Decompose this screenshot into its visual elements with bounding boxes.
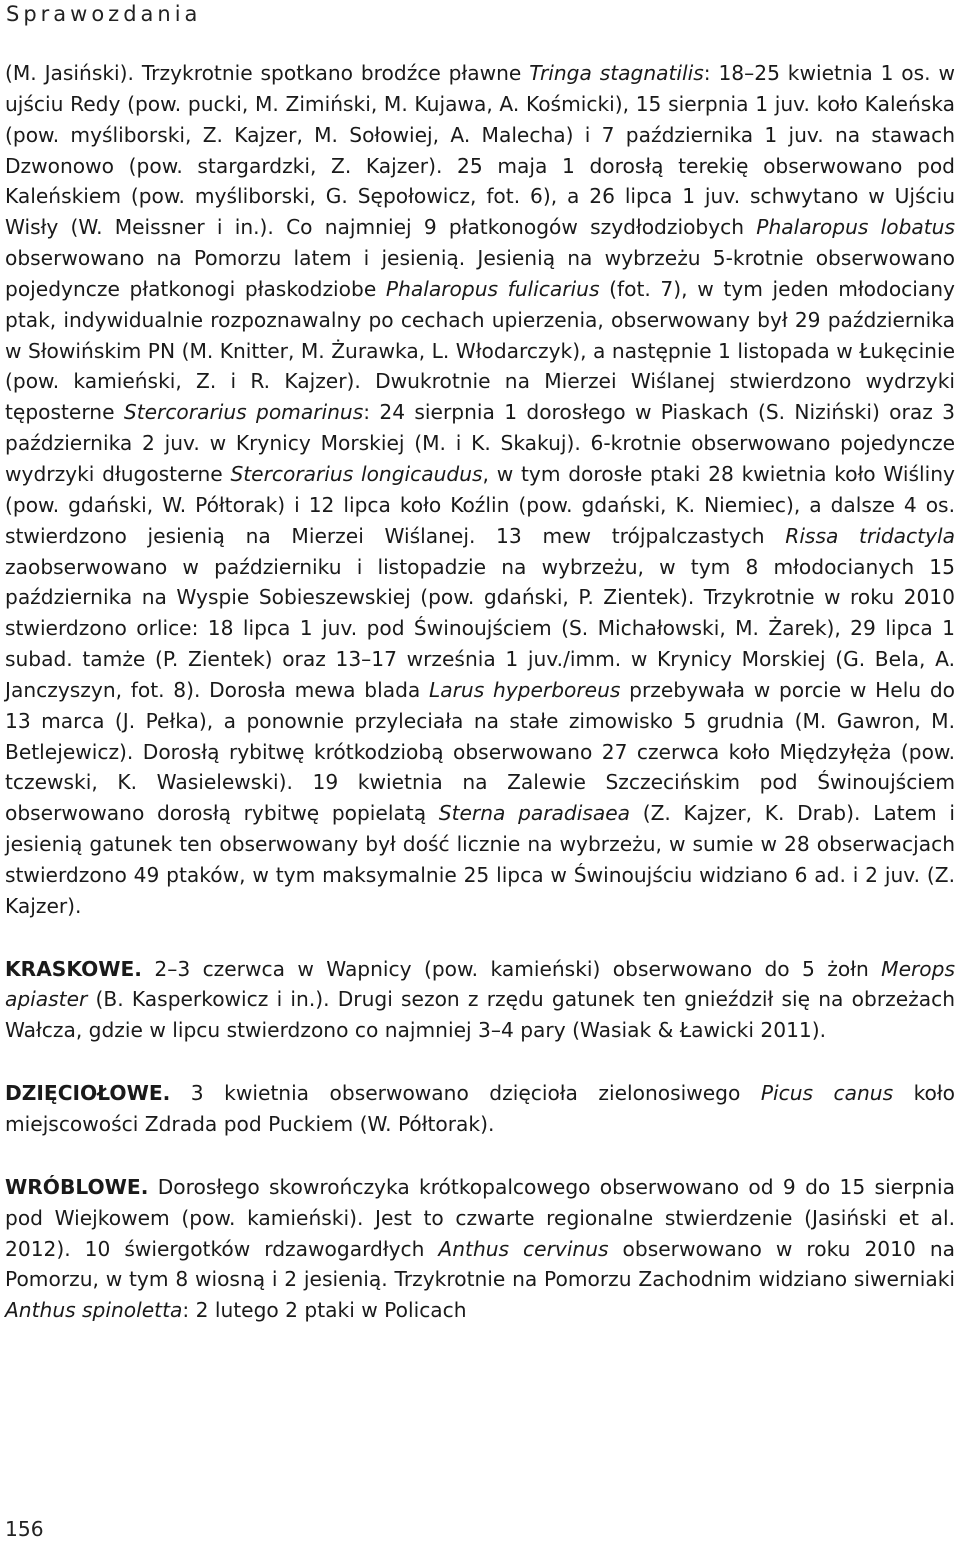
text-run: , w tym dorosłe ptaki 28 kwietnia koło Wiśliny (pow. gdański, W. Półtorak) i 12 lipca koło Koźlin (pow. gdański, K. Niemiec), a dalsze 4 os. stwierdzono jesienią na Mierzei Wiślanej. 13 mew trójpalczastych (5, 461, 956, 548)
text-run: koło miejscowości Zdrada pod Puckiem (W. Półtorak). (5, 1081, 956, 1136)
text-run: (M. Jasiński). Trzykrotnie spotkano brodźce pławne (5, 61, 530, 85)
text-run: (B. Kasperkowicz i in.). Drugi sezon z rzędu gatunek ten gnieździł się na obrzeżach Wałcza, gdzie w lipcu stwierdzono co najmniej 3–4 pary (Wasiak & Ławicki 2011). (5, 987, 955, 1043)
text-run: obserwowano na Pomorzu latem i jesienią. Jesienią na wybrzeżu 5-krotnie obserwowano pojedyncze płatkonogi płaskodziobe (5, 246, 955, 301)
species-name: Tringa stagnatilis (529, 61, 704, 85)
text-run: przebywała w porcie w Helu do 13 marca (J. Pełka), a ponownie przyleciała na stałe zimowisko 5 grudnia (M. Gawron, M. Betlejewicz). Dorosłą rybitwę krótkodziobą obserwowano 27 czerwca koło Międzyłęża (pow. tczewski, K. Wasielewski). 19 kwietnia na Zalewie Szczecińskim pod Świnoujściem obserwowano dorosłą rybitwę popielatą (5, 677, 955, 826)
text-run: : 18–25 kwietnia 1 os. w ujściu Redy (pow. pucki, M. Zimiński, M. Kujawa, A. Kośmicki), 15 sierpnia 1 juv. koło Kaleńska (pow. myśliborski, Z. Kajzer, M. Sołowiej, A. Malecha) i 7 października 1 juv. na stawach Dzwonowo (pow. stargardzki, Z. Kajzer). 25 maja 1 dorosłą terekię obserwowano pod Kaleńskiem (pow. myśliborski, G. Sępołowicz, fot. 6), a 26 lipca 1 juv. schwytano w Ujściu Wisły (W. Meissner i in.). Co najmniej 9 płatkonogów szydłodziobych (5, 61, 955, 240)
text-run: (Z. Kajzer, K. Drab). Latem i jesienią gatunek ten obserwowany był dość licznie na wybrzeżu, w sumie w 28 obserwacjach stwierdzono 49 ptaków, w tym maksymalnie 25 lipca w Świnoujściu widziano 6 ad. i 2 juv. (Z. Kajzer). (5, 801, 955, 918)
species-name: Picus canus (760, 1081, 894, 1106)
paragraph-dzieciolowe (5, 1078, 955, 1140)
text-run: (fot. 7), w tym jeden młodociany ptak, indywidualnie rozpoznawalny po cechach upierzenia, obserwowany był 29 października w Słowińskim PN (M. Knitter, M. Żurawka, L. Włodarczyk), a następnie 1 listopada w Łukęcinie (pow. kamieński, Z. i R. Kajzer). Dwukrotnie na Mierzei Wiślanej stwierdzono wydrzyki tęposterne (5, 276, 955, 425)
running-header: Sprawozdania (6, 2, 202, 26)
text-run: 2–3 czerwca w Wapnicy (pow. kamieński) obserwowano do 5 żołn (141, 956, 882, 981)
species-name: Anthus spinoletta (5, 1298, 183, 1323)
species-name: Stercorarius longicaudus (230, 461, 483, 486)
section-heading: DZIĘCIOŁOWE. (5, 1081, 171, 1106)
species-name: Merops apiaster (5, 956, 955, 1012)
text-run: : 24 sierpnia 1 dorosłego w Piaskach (S. Niziński) oraz 3 października 2 juv. w Krynicy Morskiej (M. i K. Skakuj). 6-krotnie obserwowano pojedyncze wydrzyki długosterne (5, 400, 955, 486)
section-heading: WRÓBLOWE. (5, 1174, 149, 1199)
text-run: obserwowano w roku 2010 na Pomorzu, w tym 8 wiosną i 2 jesienią. Trzykrotnie na Pomorzu Zachodnim widziano siwerniaki (5, 1236, 955, 1292)
species-name: Phalaropus lobatus (756, 215, 955, 240)
species-name: Anthus cervinus (438, 1236, 609, 1261)
paragraph-kraskowe (5, 954, 955, 1047)
text-run: Dorosłego skowrończyka krótkopalcowego obserwowano od 9 do 15 sierpnia pod Wiejkowem (pow. kamieński). Jest to czwarte regionalne stwierdzenie (Jasiński et al. 2012). 10 świergotków rdzawogardłych (5, 1174, 955, 1261)
paragraph-shorebirds (5, 58, 955, 922)
report-body (5, 58, 955, 1326)
species-name: Phalaropus fulicarius (385, 276, 600, 301)
species-name: Rissa tridactyla (785, 523, 955, 548)
section-heading: KRASKOWE. (5, 956, 142, 981)
text-run: zaobserwowano w październiku i listopadzie na wybrzeżu, w tym 8 młodocianych 15 października na Wyspie Sobieszewskiej (pow. gdański, P. Zientek). Trzykrotnie w roku 2010 stwierdzono orlice: 18 lipca 1 juv. pod Świnoujściem (S. Michałowski, M. Żarek), 29 lipca 1 subad. tamże (P. Zientek) oraz 13–17 września 1 juv./imm. w Krynicy Morskiej (G. Bela, A. Janczyszyn, fot. 8). Dorosła mewa blada (5, 554, 955, 702)
text-run: 3 kwietnia obserwowano dzięcioła zielonosiwego (170, 1081, 761, 1106)
paragraph-wroblowe (5, 1172, 955, 1326)
species-name: Stercorarius pomarinus (123, 400, 364, 425)
species-name: Larus hyperboreus (428, 677, 621, 702)
species-name: Sterna paradisaea (438, 801, 631, 826)
page-number: 156 (5, 1517, 44, 1541)
text-run: : 2 lutego 2 ptaki w Policach (182, 1298, 467, 1323)
